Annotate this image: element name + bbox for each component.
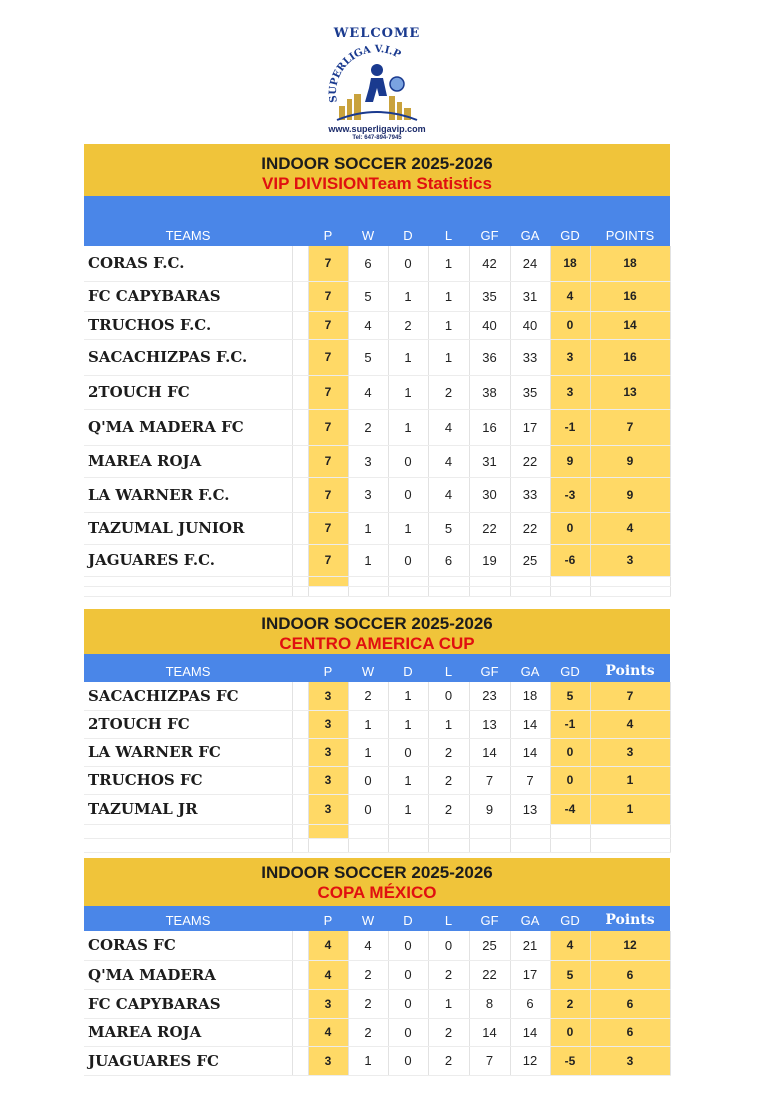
wins-cell: 3: [348, 477, 388, 512]
played-cell: 4: [308, 960, 348, 989]
draws-cell: 1: [388, 375, 428, 409]
goals-against-cell: 13: [510, 794, 550, 824]
draws-cell: 0: [388, 246, 428, 281]
col-header-p: P: [308, 906, 348, 931]
draws-cell: 0: [388, 1018, 428, 1046]
goals-against-cell: 40: [510, 311, 550, 339]
table-row: [84, 1046, 670, 1075]
table-row: [84, 960, 670, 989]
goals-for-cell: 7: [469, 1046, 510, 1075]
logo-block: [84, 24, 670, 144]
table-row: [84, 1018, 670, 1046]
goals-against-cell: 33: [510, 339, 550, 375]
superliga-logo-icon: [317, 44, 437, 124]
points-cell: 9: [590, 477, 670, 512]
col-header-d: D: [388, 906, 428, 931]
team-name: SACACHIZPAS FC: [84, 682, 292, 710]
goals-for-cell: 13: [469, 710, 510, 738]
losses-cell: 1: [428, 710, 469, 738]
played-cell: 3: [308, 794, 348, 824]
wins-cell: 6: [348, 246, 388, 281]
standings-table: [84, 906, 671, 1076]
points-cell: 16: [590, 339, 670, 375]
losses-cell: 1: [428, 989, 469, 1018]
section-banner: [84, 858, 670, 906]
draws-cell: 1: [388, 409, 428, 445]
col-header-teams: TEAMS: [84, 906, 292, 931]
losses-cell: 6: [428, 544, 469, 576]
draws-cell: 1: [388, 766, 428, 794]
table-row: [84, 931, 670, 960]
draws-cell: 0: [388, 738, 428, 766]
team-name: CORAS FC: [84, 931, 292, 960]
points-cell: 6: [590, 989, 670, 1018]
losses-cell: 1: [428, 281, 469, 311]
points-cell: 1: [590, 766, 670, 794]
section-banner: [84, 144, 670, 196]
losses-cell: 1: [428, 246, 469, 281]
goal-diff-cell: 18: [550, 246, 590, 281]
goals-for-cell: 30: [469, 477, 510, 512]
section-subtitle: COPA MÉXICO: [317, 883, 437, 902]
section-banner: [84, 609, 670, 654]
col-header-l: L: [428, 654, 469, 682]
spacer-row: [84, 838, 670, 852]
goal-diff-cell: 0: [550, 311, 590, 339]
goals-for-cell: 14: [469, 738, 510, 766]
col-header-ga: GA: [510, 906, 550, 931]
draws-cell: 1: [388, 512, 428, 544]
played-cell: 3: [308, 989, 348, 1018]
goals-for-cell: 19: [469, 544, 510, 576]
table-header-row: [84, 196, 670, 246]
goal-diff-cell: 3: [550, 375, 590, 409]
points-cell: 4: [590, 710, 670, 738]
table-row: [84, 477, 670, 512]
table-row: [84, 311, 670, 339]
wins-cell: 2: [348, 960, 388, 989]
wins-cell: 2: [348, 989, 388, 1018]
points-cell: 9: [590, 445, 670, 477]
goals-against-cell: 17: [510, 960, 550, 989]
played-cell: 7: [308, 375, 348, 409]
losses-cell: 2: [428, 766, 469, 794]
section-subtitle: CENTRO AMERICA CUP: [279, 634, 475, 653]
goals-for-cell: 22: [469, 512, 510, 544]
goals-against-cell: 14: [510, 1018, 550, 1046]
points-cell: 3: [590, 1046, 670, 1075]
spacer-row: [84, 586, 670, 596]
draws-cell: 1: [388, 682, 428, 710]
col-header-ga: GA: [510, 654, 550, 682]
goals-against-cell: 22: [510, 512, 550, 544]
goal-diff-cell: 0: [550, 766, 590, 794]
table-row: [84, 246, 670, 281]
wins-cell: 2: [348, 1018, 388, 1046]
phone-number: Tel: 647-894-7945: [352, 135, 402, 141]
goals-for-cell: 31: [469, 445, 510, 477]
played-cell: 3: [308, 710, 348, 738]
team-name: TAZUMAL JR: [84, 794, 292, 824]
draws-cell: 0: [388, 960, 428, 989]
points-cell: 14: [590, 311, 670, 339]
col-header-points: Points: [590, 906, 670, 931]
spacer-row: [84, 824, 670, 838]
points-cell: 18: [590, 246, 670, 281]
team-name: MAREA ROJA: [84, 445, 292, 477]
table-row: [84, 710, 670, 738]
wins-cell: 4: [348, 931, 388, 960]
losses-cell: 4: [428, 409, 469, 445]
goal-diff-cell: 2: [550, 989, 590, 1018]
table-row: [84, 339, 670, 375]
points-cell: 1: [590, 794, 670, 824]
col-header-l: L: [428, 196, 469, 246]
table-row: [84, 794, 670, 824]
draws-cell: 1: [388, 794, 428, 824]
team-name: LA WARNER FC: [84, 738, 292, 766]
goals-for-cell: 35: [469, 281, 510, 311]
goals-against-cell: 25: [510, 544, 550, 576]
wins-cell: 0: [348, 794, 388, 824]
team-name: TRUCHOS F.C.: [84, 311, 292, 339]
goal-diff-cell: 0: [550, 512, 590, 544]
goals-against-cell: 14: [510, 710, 550, 738]
played-cell: 7: [308, 339, 348, 375]
col-header-d: D: [388, 654, 428, 682]
standings-table: [84, 654, 671, 853]
played-cell: 7: [308, 512, 348, 544]
section-title: INDOOR SOCCER 2025-2026: [261, 614, 493, 633]
goal-diff-cell: 0: [550, 1018, 590, 1046]
points-cell: 6: [590, 1018, 670, 1046]
goals-for-cell: 42: [469, 246, 510, 281]
losses-cell: 0: [428, 931, 469, 960]
section-subtitle: VIP DIVISIONTeam Statistics: [262, 174, 492, 193]
section-title: INDOOR SOCCER 2025-2026: [261, 154, 493, 173]
goals-for-cell: 8: [469, 989, 510, 1018]
col-header-w: W: [348, 654, 388, 682]
losses-cell: 1: [428, 339, 469, 375]
table-row: [84, 512, 670, 544]
wins-cell: 5: [348, 339, 388, 375]
played-cell: 3: [308, 766, 348, 794]
losses-cell: 2: [428, 960, 469, 989]
played-cell: 3: [308, 738, 348, 766]
table-row: [84, 738, 670, 766]
points-cell: 3: [590, 738, 670, 766]
goal-diff-cell: -4: [550, 794, 590, 824]
welcome-text: WELCOME: [333, 26, 421, 41]
col-header-gd: GD: [550, 906, 590, 931]
draws-cell: 0: [388, 544, 428, 576]
goals-for-cell: 38: [469, 375, 510, 409]
goal-diff-cell: 5: [550, 960, 590, 989]
table-header-row: [84, 906, 670, 931]
team-name: Q'MA MADERA FC: [84, 409, 292, 445]
losses-cell: 1: [428, 311, 469, 339]
goals-for-cell: 25: [469, 931, 510, 960]
draws-cell: 2: [388, 311, 428, 339]
team-name: 2TOUCH FC: [84, 375, 292, 409]
table-row: [84, 281, 670, 311]
goals-against-cell: 14: [510, 738, 550, 766]
wins-cell: 4: [348, 311, 388, 339]
goals-against-cell: 31: [510, 281, 550, 311]
draws-cell: 1: [388, 281, 428, 311]
wins-cell: 1: [348, 710, 388, 738]
standings-sheet: [84, 24, 670, 1076]
table-row: [84, 766, 670, 794]
website-url: www.superligavip.com: [328, 124, 426, 134]
goal-diff-cell: 5: [550, 682, 590, 710]
losses-cell: 5: [428, 512, 469, 544]
table-row: [84, 682, 670, 710]
goal-diff-cell: -6: [550, 544, 590, 576]
points-cell: 3: [590, 544, 670, 576]
goals-for-cell: 40: [469, 311, 510, 339]
col-header-gd: GD: [550, 654, 590, 682]
goals-for-cell: 7: [469, 766, 510, 794]
played-cell: 3: [308, 682, 348, 710]
draws-cell: 0: [388, 445, 428, 477]
goal-diff-cell: -1: [550, 409, 590, 445]
points-cell: 7: [590, 682, 670, 710]
goals-against-cell: 35: [510, 375, 550, 409]
wins-cell: 4: [348, 375, 388, 409]
goal-diff-cell: -3: [550, 477, 590, 512]
team-name: FC CAPYBARAS: [84, 989, 292, 1018]
team-name: 2TOUCH FC: [84, 710, 292, 738]
section-title: INDOOR SOCCER 2025-2026: [261, 863, 493, 882]
goals-against-cell: 33: [510, 477, 550, 512]
goals-against-cell: 22: [510, 445, 550, 477]
team-name: JAGUARES F.C.: [84, 544, 292, 576]
wins-cell: 1: [348, 544, 388, 576]
col-header-w: W: [348, 196, 388, 246]
wins-cell: 3: [348, 445, 388, 477]
played-cell: 4: [308, 931, 348, 960]
points-cell: 7: [590, 409, 670, 445]
table-row: [84, 989, 670, 1018]
team-name: MAREA ROJA: [84, 1018, 292, 1046]
team-name: TAZUMAL JUNIOR: [84, 512, 292, 544]
draws-cell: 1: [388, 710, 428, 738]
team-name: FC CAPYBARAS: [84, 281, 292, 311]
goals-for-cell: 16: [469, 409, 510, 445]
goals-for-cell: 22: [469, 960, 510, 989]
col-header-teams: TEAMS: [84, 196, 292, 246]
losses-cell: 2: [428, 738, 469, 766]
goals-for-cell: 14: [469, 1018, 510, 1046]
points-cell: 13: [590, 375, 670, 409]
wins-cell: 1: [348, 1046, 388, 1075]
table-row: [84, 409, 670, 445]
col-header-p: P: [308, 196, 348, 246]
svg-text:SUPERLIGA V.I.P: [328, 44, 403, 103]
played-cell: 3: [308, 1046, 348, 1075]
team-name: LA WARNER F.C.: [84, 477, 292, 512]
goals-against-cell: 12: [510, 1046, 550, 1075]
goals-against-cell: 6: [510, 989, 550, 1018]
goals-against-cell: 24: [510, 246, 550, 281]
goal-diff-cell: -5: [550, 1046, 590, 1075]
col-header-points: Points: [590, 654, 670, 682]
col-header-ga: GA: [510, 196, 550, 246]
losses-cell: 0: [428, 682, 469, 710]
goals-for-cell: 23: [469, 682, 510, 710]
played-cell: 7: [308, 477, 348, 512]
table-row: [84, 375, 670, 409]
col-header-gf: GF: [469, 196, 510, 246]
goal-diff-cell: 0: [550, 738, 590, 766]
goal-diff-cell: 9: [550, 445, 590, 477]
goal-diff-cell: 4: [550, 281, 590, 311]
losses-cell: 2: [428, 1018, 469, 1046]
points-cell: 16: [590, 281, 670, 311]
col-header-d: D: [388, 196, 428, 246]
goal-diff-cell: 3: [550, 339, 590, 375]
goals-against-cell: 17: [510, 409, 550, 445]
wins-cell: 2: [348, 409, 388, 445]
wins-cell: 2: [348, 682, 388, 710]
standings-table: [84, 196, 671, 597]
spacer-row: [84, 576, 670, 586]
col-header-w: W: [348, 906, 388, 931]
draws-cell: 0: [388, 1046, 428, 1075]
points-cell: 4: [590, 512, 670, 544]
col-header-points: POINTS: [590, 196, 670, 246]
table-row: [84, 445, 670, 477]
losses-cell: 4: [428, 477, 469, 512]
team-name: TRUCHOS FC: [84, 766, 292, 794]
played-cell: 7: [308, 409, 348, 445]
draws-cell: 0: [388, 989, 428, 1018]
table-header-row: [84, 654, 670, 682]
played-cell: 7: [308, 281, 348, 311]
losses-cell: 2: [428, 375, 469, 409]
col-header-p: P: [308, 654, 348, 682]
team-name: CORAS F.C.: [84, 246, 292, 281]
goals-for-cell: 9: [469, 794, 510, 824]
col-header-gd: GD: [550, 196, 590, 246]
goals-against-cell: 7: [510, 766, 550, 794]
team-name: Q'MA MADERA: [84, 960, 292, 989]
played-cell: 4: [308, 1018, 348, 1046]
logo-text: SUPERLIGA V.I.P: [327, 44, 403, 104]
points-cell: 12: [590, 931, 670, 960]
goals-against-cell: 18: [510, 682, 550, 710]
wins-cell: 5: [348, 281, 388, 311]
wins-cell: 0: [348, 766, 388, 794]
goal-diff-cell: 4: [550, 931, 590, 960]
losses-cell: 2: [428, 1046, 469, 1075]
played-cell: 7: [308, 311, 348, 339]
goals-for-cell: 36: [469, 339, 510, 375]
played-cell: 7: [308, 246, 348, 281]
losses-cell: 2: [428, 794, 469, 824]
team-name: SACACHIZPAS F.C.: [84, 339, 292, 375]
goals-against-cell: 21: [510, 931, 550, 960]
draws-cell: 0: [388, 931, 428, 960]
col-header-gf: GF: [469, 654, 510, 682]
col-header-gf: GF: [469, 906, 510, 931]
played-cell: 7: [308, 445, 348, 477]
losses-cell: 4: [428, 445, 469, 477]
goal-diff-cell: -1: [550, 710, 590, 738]
team-name: JUAGUARES FC: [84, 1046, 292, 1075]
points-cell: 6: [590, 960, 670, 989]
played-cell: 7: [308, 544, 348, 576]
wins-cell: 1: [348, 738, 388, 766]
table-row: [84, 544, 670, 576]
draws-cell: 0: [388, 477, 428, 512]
wins-cell: 1: [348, 512, 388, 544]
col-header-teams: TEAMS: [84, 654, 292, 682]
col-header-l: L: [428, 906, 469, 931]
draws-cell: 1: [388, 339, 428, 375]
